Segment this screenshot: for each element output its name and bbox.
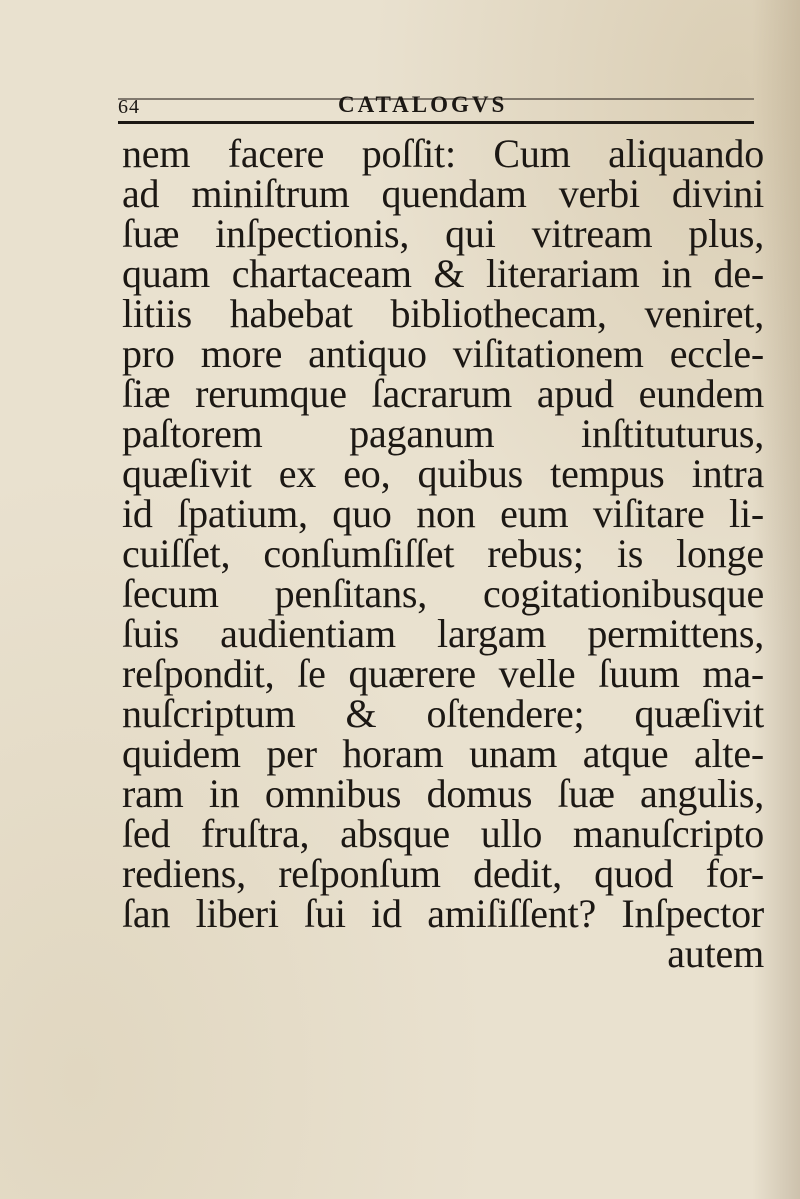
text-line: nuſcriptum & oſtendere; quæſivit bbox=[122, 691, 764, 736]
running-head: CATALOGVS bbox=[338, 92, 508, 117]
text-line: reſpondit, ſe quærere velle ſuum ma- bbox=[122, 651, 764, 696]
text-line: pro more antiquo viſitationem eccle- bbox=[122, 331, 764, 376]
text-line: nem facere poſſit: Cum aliquando bbox=[122, 131, 764, 176]
text-line: ſan liberi ſui id amiſiſſent? Inſpector bbox=[122, 891, 764, 936]
text-line: cuiſſet, conſumſiſſet rebus; is longe bbox=[122, 531, 764, 576]
text-line: id ſpatium, quo non eum viſitare li- bbox=[122, 491, 764, 536]
text-line: ſiæ rerumque ſacrarum apud eundem bbox=[122, 371, 764, 416]
page-number: 64 bbox=[118, 96, 140, 118]
text-line: ram in omnibus domus ſuæ angulis, bbox=[122, 771, 764, 816]
text-line: ſuis audientiam largam permittens, bbox=[122, 611, 764, 656]
text-line: quam chartaceam & literariam in de- bbox=[122, 251, 764, 296]
text-line: ſecum penſitans, cogitationibusque bbox=[122, 571, 764, 616]
header-rule-bottom bbox=[118, 121, 754, 124]
text-line: litiis habebat bibliothecam, veniret, bbox=[122, 291, 764, 336]
text-line: ſuæ inſpectionis, qui vitream plus, bbox=[122, 211, 764, 256]
text-line: rediens, reſponſum dedit, quod for- bbox=[122, 851, 764, 896]
catchword: autem bbox=[667, 931, 764, 976]
page-header bbox=[118, 92, 754, 126]
text-line: paſtorem paganum inſtituturus, bbox=[122, 411, 764, 456]
text-line: ad miniſtrum quendam verbi divini bbox=[122, 171, 764, 216]
text-line: quidem per horam unam atque alte- bbox=[122, 731, 764, 776]
body-text bbox=[122, 131, 764, 976]
text-line: quæſivit ex eo, quibus tempus intra bbox=[122, 451, 764, 496]
text-line: ſed fruſtra, absque ullo manuſcripto bbox=[122, 811, 764, 856]
